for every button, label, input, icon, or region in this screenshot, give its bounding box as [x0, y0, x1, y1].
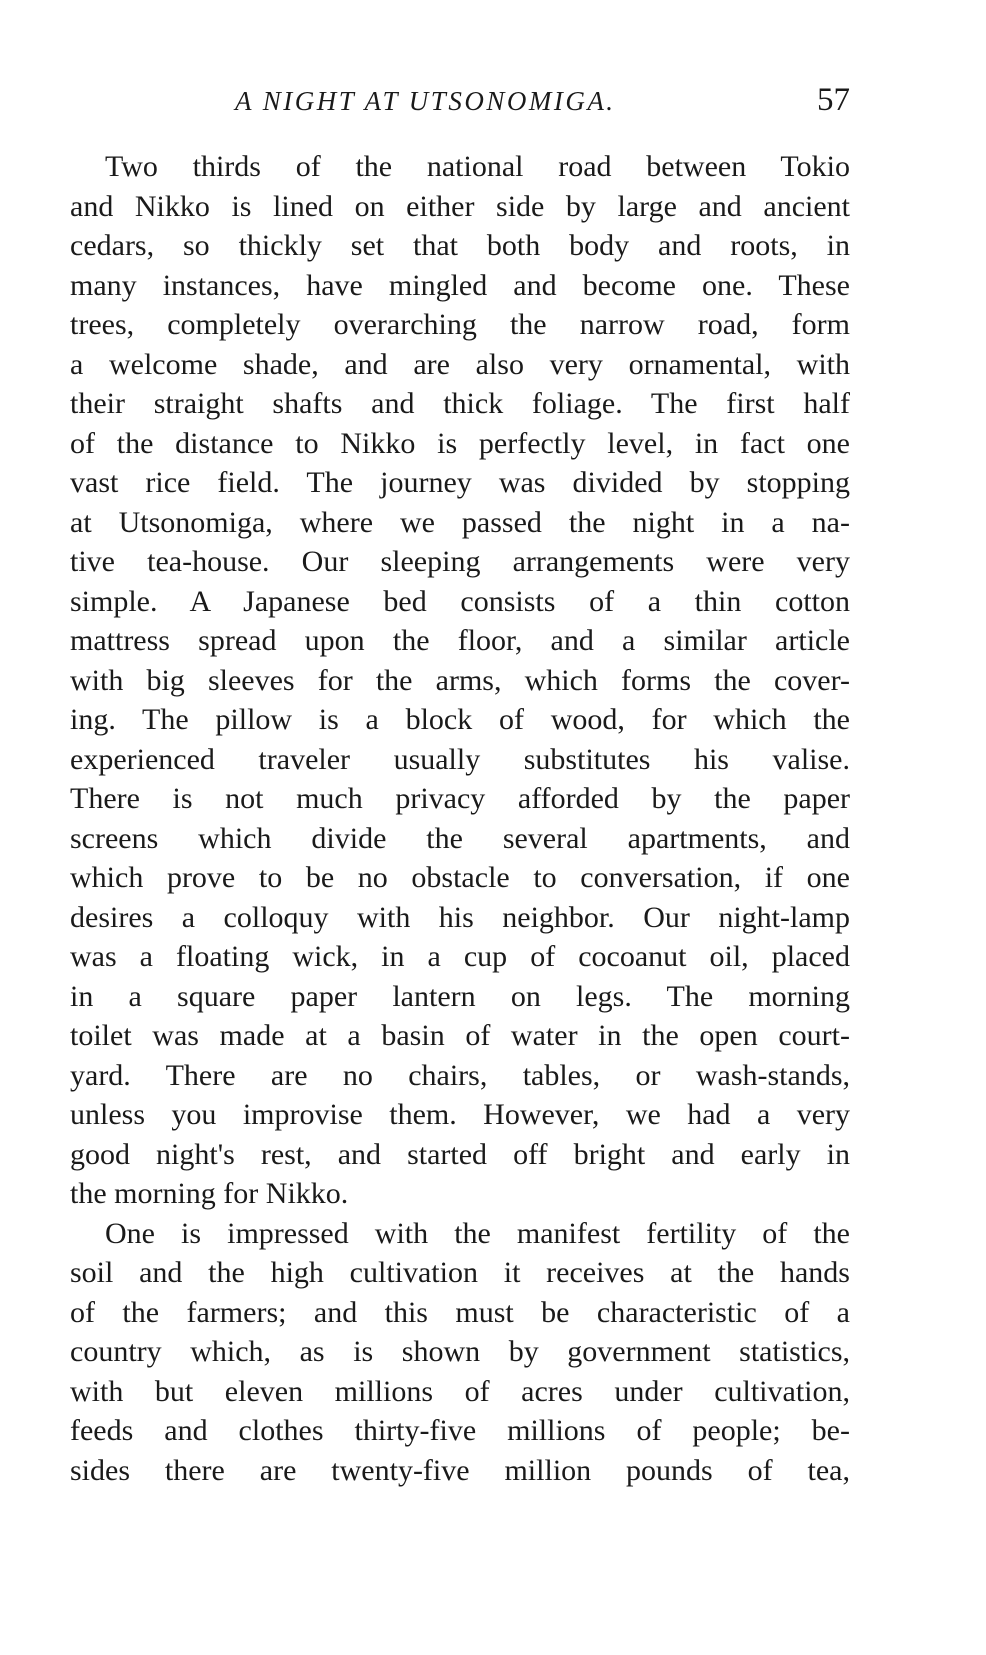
- text-line: at Utsonomiga, where we passed the night in a na-: [70, 505, 850, 539]
- text-line: vast rice field. The journey was divided by stopping: [70, 466, 850, 499]
- text-line: There is not much privacy afforded by the paper: [70, 782, 850, 815]
- text-line: mattress spread upon the floor, and a similar article: [70, 624, 850, 657]
- text-line: country which, as is shown by government statistics,: [70, 1335, 850, 1368]
- text-line: the morning for Nikko.: [70, 1177, 349, 1210]
- text-line: soil and the high cultivation it receives at the hands: [70, 1256, 850, 1289]
- text-line: yard. There are no chairs, tables, or wash-stands,: [70, 1058, 850, 1092]
- text-line: screens which divide the several apartments, and: [70, 821, 850, 855]
- text-line: which prove to be no obstacle to conversation, if one: [70, 861, 850, 894]
- text-line: with but eleven millions of acres under cultivation,: [70, 1374, 850, 1408]
- text-line: feeds and clothes thirty-five millions of people; be-: [70, 1414, 850, 1447]
- text-line: toilet was made at a basin of water in the open court-: [70, 1019, 850, 1052]
- text-line: their straight shafts and thick foliage. The first half: [70, 387, 850, 420]
- text-line: and Nikko is lined on either side by large and ancient: [70, 189, 850, 223]
- text-line: of the farmers; and this must be characteristic of a: [70, 1295, 850, 1329]
- text-line: unless you improvise them. However, we had a very: [70, 1098, 850, 1131]
- running-title: A NIGHT AT UTSONOMIGA.: [235, 86, 616, 116]
- text-line: experienced traveler usually substitutes his valise.: [70, 742, 850, 776]
- text-line: of the distance to Nikko is perfectly level, in fact one: [70, 426, 850, 460]
- text-line: good night's rest, and started off bright and early in: [70, 1137, 850, 1171]
- text-line: sides there are twenty-five million pounds of tea,: [70, 1453, 850, 1487]
- text-line: tive tea-house. Our sleeping arrangements were very: [70, 545, 850, 578]
- page-number: 57: [817, 82, 850, 118]
- text-line: desires a colloquy with his neighbor. Our night-lamp: [70, 900, 850, 934]
- text-line: Two thirds of the national road between Tokio: [105, 150, 850, 183]
- paragraph-2: [70, 1214, 850, 1491]
- text-line: One is impressed with the manifest fertility of the: [105, 1216, 850, 1250]
- text-line: cedars, so thickly set that both body and roots, in: [70, 229, 850, 262]
- text-line: a welcome shade, and are also very ornamental, with: [70, 347, 850, 381]
- text-line: many instances, have mingled and become one. These: [70, 268, 850, 302]
- text-line: simple. A Japanese bed consists of a thin cotton: [70, 584, 850, 618]
- paragraph-1: [70, 147, 850, 1214]
- text-line: was a floating wick, in a cup of cocoanut oil, placed: [70, 940, 850, 973]
- running-head: [70, 82, 850, 130]
- text-line: in a square paper lantern on legs. The morning: [70, 979, 850, 1013]
- body-text: [70, 147, 850, 1490]
- text-line: with big sleeves for the arms, which forms the cover-: [70, 663, 850, 697]
- text-line: ing. The pillow is a block of wood, for which the: [70, 703, 850, 736]
- text-line: trees, completely overarching the narrow road, form: [70, 308, 850, 341]
